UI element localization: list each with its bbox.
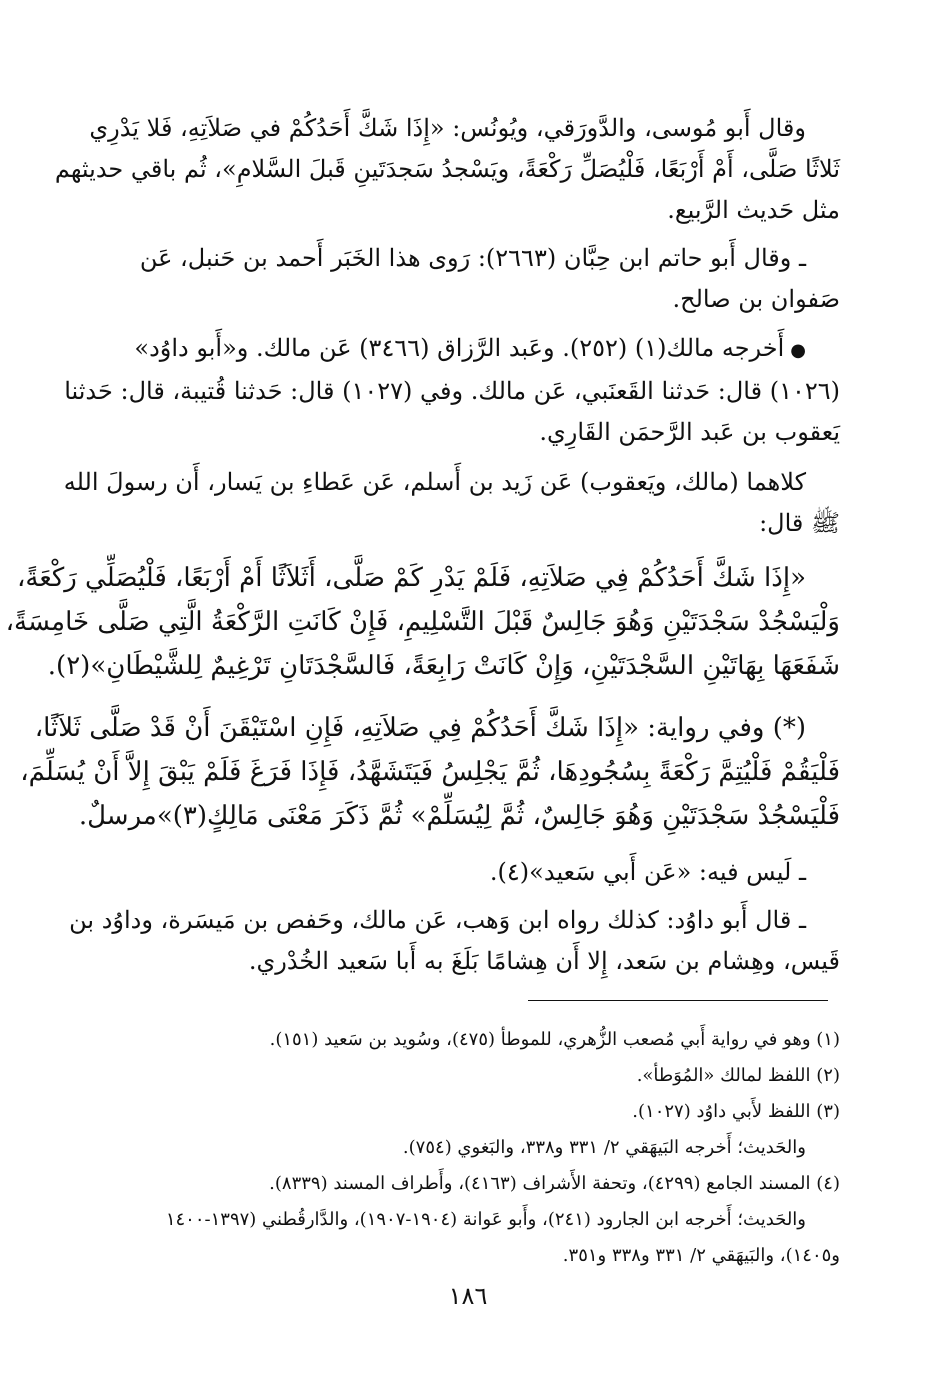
text-line: فَلْيَسْجُدْ سَجْدَتَيْنِ وَهُوَ جَالِسٌ، ثُمَّ لِيُسَلِّمْ» ثُمَّ ذَكَرَ مَعْنَى مَالِكٍ(٣)»مرسلٌ. xyxy=(78,801,840,831)
text-line: وقال أَبو مُوسى، والدَّورَقي، ويُونُس: «إِذَا شَكَّ أَحَدُكُمْ في صَلاَتِهِ، فَلا يَدْرِي xyxy=(89,114,806,142)
text-line: (*) وفي رواية: «إِذَا شَكَّ أَحَدُكُمْ فِي صَلاَتِهِ، فَإِنِ اسْتَيْقَنَ أَنْ قَدْ صَلَّى ثَلاَثًا، xyxy=(34,713,806,743)
footnote-line: (١) وهو في رواية أَبي مُصعب الزُّهري، للموطأ (٤٧٥)، وسُويد بن سَعيد (١٥١). xyxy=(269,1029,840,1050)
text-line: ثَلاثًا صَلَّى، أَمْ أَرْبَعًا، فَلْيُصَلِّ رَكْعَةً، ويَسْجدُ سَجدَتَينِ قَبلَ السَّلامِ»، ثُم باقي حديثهم xyxy=(54,155,840,183)
paragraph-7 xyxy=(88,852,840,893)
footnote-line: (٣) اللفظ لأَبي داوُد (١٠٢٧). xyxy=(632,1101,840,1122)
paragraph-1 xyxy=(54,108,840,231)
text-line: فَلْيَقُمْ فَلْيُتِمَّ رَكْعَةً بِسُجُودِهَا، ثُمَّ يَجْلِسُ فَيَتَشَهَّدُ، فَإِذَا فَرَغَ فَلَمْ يَبْقَ إِلاَّ أَنْ يُسَلِّمَ، xyxy=(20,757,840,787)
paragraph-8 xyxy=(69,900,840,982)
text-line: ـ وقال أَبو حاتم ابن حِبَّان (٢٦٦٣): رَوى هذا الخَبَر أَحمد بن حَنبل، عَن xyxy=(139,244,806,272)
text-line-content: أَخرجه مالك(١) (٢٥٢). وعَبد الرَّزاق (٣٤٦٦) عَن مالك. و«أَبو داوُد» xyxy=(134,334,785,362)
text-line: صَفوان بن صالح. xyxy=(672,285,840,313)
hadith-variant xyxy=(20,706,840,838)
paragraph-2 xyxy=(88,238,840,320)
paragraph-4 xyxy=(63,462,840,544)
text-line xyxy=(88,328,840,371)
footnotes xyxy=(88,1022,840,1274)
text-line: ـ لَيس فيه: «عَن أَبي سَعيد»(٤). xyxy=(489,858,806,886)
footnote-line: والحَديث؛ أَخرجه ابن الجارود (٢٤١)، وأَبو عَوانة (١٩٠٤-١٩٠٧)، والدَّارقُطني (١٣٩٧-١٤٠٠ xyxy=(165,1209,806,1230)
footnote-line: و١٤٠٥)، والبَيهَقي ٢/ ٣٣١ و٣٣٨ و٣٥١. xyxy=(562,1245,840,1266)
text-line: شَفَعَهَا بِهَاتَيْنِ السَّجْدَتَيْنِ، وَإِنْ كَانَتْ رَابِعَةً، فَالسَّجْدَتَانِ تَرْغِيمٌ لِلشَّيْطَانِ»(٢). xyxy=(47,651,840,681)
footnote-separator xyxy=(528,1000,828,1001)
footnote-line: (٢) اللفظ لمالك «المُوَطأ». xyxy=(636,1065,840,1086)
text-line: يَعقوب بن عَبد الرَّحمَن القَارِي. xyxy=(539,418,840,446)
text-line: «إِذَا شَكَّ أَحَدُكُمْ فِي صَلاَتِهِ، فَلَمْ يَدْرِ كَمْ صَلَّى، أَثَلاَثًا أَمْ أَرْبَعًا، فَلْيُصَلِّي رَكْعَةً، xyxy=(16,563,806,593)
text-line: ـ قال أَبو داوُد: كذلك رواه ابن وَهب، عَن مالك، وحَفص بن مَيسَرة، وداوُد بن xyxy=(69,906,806,934)
paragraph-3 xyxy=(64,328,840,453)
page-number: ١٨٦ xyxy=(448,1282,488,1310)
text-line: (١٠٢٦) قال: حَدثنا القَعنَبي، عَن مالك. وفي (١٠٢٧) قال: حَدثنا قُتيبة، قال: حَدثنا xyxy=(64,377,840,405)
hadith-text xyxy=(5,556,840,688)
text-line: مثل حَديث الرَّبيع. xyxy=(667,196,840,224)
text-line: كلاهما (مالك، ويَعقوب) عَن زَيد بن أَسلم، عَن عَطاءِ بن يَسار، أَن رسولَ الله xyxy=(63,468,806,496)
footnote-line: والحَديث؛ أَخرجه البَيهَقي ٢/ ٣٣١ و٣٣٨، والبَغوي (٧٥٤). xyxy=(402,1137,806,1158)
footnote-line: (٤) المسند الجامع (٤٢٩٩)، وتحفة الأَشراف (٤١٦٣)، وأَطراف المسند (٨٣٣٩). xyxy=(269,1173,840,1194)
text-line: قَيس، وهِشام بن سَعد، إِلا أَن هِشامًا بَلَغَ به أَبا سَعيد الخُدْري. xyxy=(248,947,840,975)
bullet-icon: ● xyxy=(790,340,806,361)
text-line: ﷺ قال: xyxy=(759,509,840,537)
text-line: وَلْيَسْجُدْ سَجْدَتَيْنِ وَهُوَ جَالِسٌ قَبْلَ التَّسْلِيمِ، فَإِنْ كَانَتِ الرَّكْعَةُ الَّتِي صَلَّى خَامِسَةً، xyxy=(5,607,840,637)
